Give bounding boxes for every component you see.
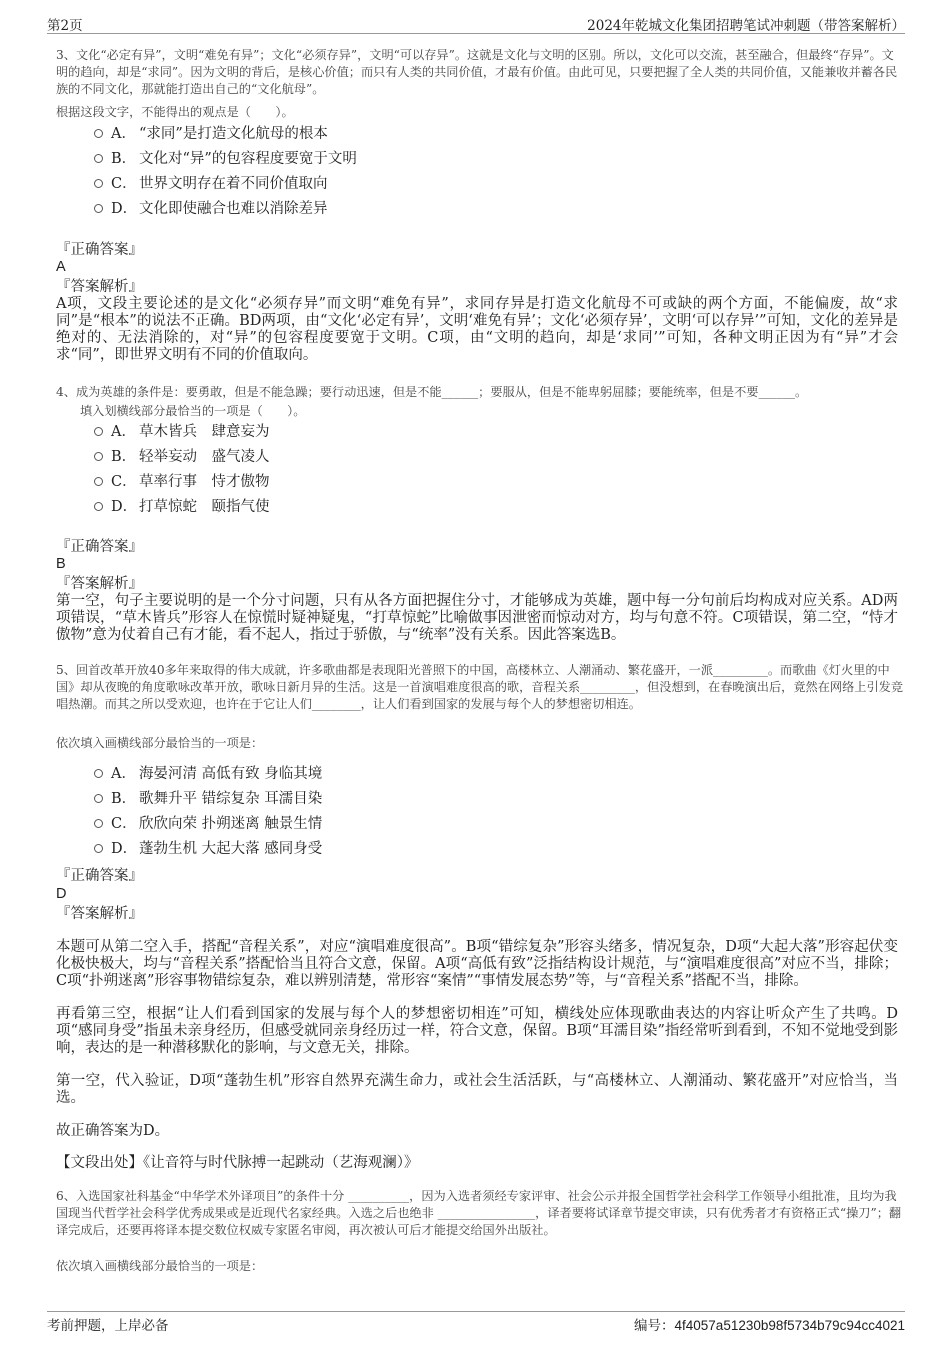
q5-option-d[interactable]: D． 蓬勃生机 大起大落 感同身受 (94, 837, 794, 862)
q5-analysis-paragraph-1: 本题可从第二空入手，搭配“音程关系”，对应“演唱难度很高”。B项“错综复杂”形容头绪多，情况复杂，D项“大起大落”形容起伏变化极快极大，均与“音程关系”搭配恰当且符合文意，保留。A项“高低有致”泛指结构设计规范，与“演唱难度很高”对应不当，排除；C项“扑朔迷离”形容事物错综复杂，难以辨别清楚，常形容“案情”“事情发展态势”等，与“音程关系”搭配不当，排除。 (56, 939, 898, 989)
q4-option-b[interactable]: B． 轻举妄动 盛气凌人 (94, 445, 794, 470)
radio-icon[interactable] (94, 477, 103, 486)
radio-icon[interactable] (94, 452, 103, 461)
radio-icon[interactable] (94, 844, 103, 853)
q3-option-b[interactable]: B． 文化对“异”的包容程度要宽于文明 (94, 147, 794, 172)
radio-icon[interactable] (94, 794, 103, 803)
q5-prompt: 依次填入画横线部分最恰当的一项是： (56, 736, 264, 750)
q4-options (94, 420, 794, 520)
q3-answer: A (56, 259, 66, 275)
radio-icon[interactable] (94, 769, 103, 778)
q6-prompt: 依次填入画横线部分最恰当的一项是： (56, 1259, 264, 1273)
q6-stem: 6、入选国家社科基金“中华学术外译项目”的条件十分 __________，因为入选者须经专家评审、社会公示并报全国哲学社会科学工作领导小组批准，且均为我国现当代哲学社会科学优秀成果或是近现代名家经典。入选之后也绝非 ________________，译者要将试译章节提交审读，只有优秀者才有资格正式“操刀”；翻译完成后，还要再将译本提交数位权威专家匿名审阅，再次被认可后才能提交给国外出版社。 (56, 1189, 902, 1237)
q5-analysis-paragraph-4: 故正确答案为D。 (56, 1123, 170, 1139)
q3-option-d[interactable]: D． 文化即使融合也难以消除差异 (94, 197, 794, 222)
q4-analysis-label: 『答案解析』 (56, 576, 143, 592)
header-divider (47, 33, 905, 34)
q3-option-c[interactable]: C． 世界文明存在着不同价值取向 (94, 172, 794, 197)
q4-analysis: 第一空，句子主要说明的是一个分寸问题，只有从各方面把握住分寸，才能够成为英雄，题中每一分句前后均构成对应关系。AD两项错误，“草木皆兵”形容人在惊慌时疑神疑鬼，“打草惊蛇”比喻做事因泄密而惊动对方，均与句意不符。C项错误，第二空，“恃才傲物”意为仗着自己有才能，看不起人，指过于骄傲，与“统率”没有关系。因此答案选B。 (56, 593, 898, 643)
q4-stem: 4、成为英雄的条件是：要勇敢，但是不能急躁；要行动迅速，但是不能______；要服从，但是不能卑躬屈膝；要能统率，但是不要______。 (56, 385, 808, 399)
radio-icon[interactable] (94, 179, 103, 188)
q4-option-d[interactable]: D． 打草惊蛇 颐指气使 (94, 495, 794, 520)
q4-option-c[interactable]: C． 草率行事 恃才傲物 (94, 470, 794, 495)
q5-analysis-paragraph-3: 第一空，代入验证，D项“蓬勃生机”形容自然界充满生命力，或社会生活活跃，与“高楼林立、人潮涌动、繁花盛开”对应恰当，当选。 (56, 1073, 898, 1106)
q5-analysis-label: 『答案解析』 (56, 906, 143, 922)
q5-source: 【文段出处】《让音符与时代脉搏一起跳动（艺海观澜）》 (56, 1155, 419, 1171)
q5-option-b[interactable]: B． 歌舞升平 错综复杂 耳濡目染 (94, 787, 794, 812)
q3-options (94, 122, 794, 222)
radio-icon[interactable] (94, 819, 103, 828)
q4-correct-label: 『正确答案』 (56, 539, 143, 555)
q3-analysis-label: 『答案解析』 (56, 279, 143, 295)
q4-option-a[interactable]: A． 草木皆兵 肆意妄为 (94, 420, 794, 445)
radio-icon[interactable] (94, 129, 103, 138)
q3-analysis: A项，文段主要论述的是文化“必须存异”而文明“难免有异”，求同存异是打造文化航母不可或缺的两个方面，不能偏废，故“求同”是“根本”的说法不正确。BD两项，由“文化‘必定有异’，文明‘难免有异’；文化‘必须存异’，文明‘可以存异’”可知，文化的差异是绝对的、无法消除的，对“异”的包容程度要宽于文明。C项，由“文明的趋向，却是‘求同’”可知，各种文明正因为有“异”才会求“同”，即世界文明有不同的价值取向。 (56, 296, 898, 363)
radio-icon[interactable] (94, 154, 103, 163)
q5-option-c[interactable]: C． 欣欣向荣 扑朔迷离 触景生情 (94, 812, 794, 837)
q5-answer: D (56, 886, 67, 902)
q3-correct-label: 『正确答案』 (56, 242, 143, 258)
footer-slogan: 考前押题，上岸必备 (47, 1318, 169, 1334)
q3-prompt: 根据这段文字，不能得出的观点是（ ）。 (56, 105, 294, 119)
radio-icon[interactable] (94, 502, 103, 511)
q3-stem: 3、文化“必定有异”，文明“难免有异”；文化“必须存异”，文明“可以存异”。这就是文化与文明的区别。所以，文化可以交流，甚至融合，但最终“存异”。文明的趋向，却是“求同”。因为文明的背后，是核心价值；而只有人类的共同价值，才最有价值。由此可见，只要把握了全人类的共同价值，又能兼收并蓄各民族的不同文化，那就能打造出自己的“文化航母”。 (56, 48, 898, 96)
q5-option-a[interactable]: A． 海晏河清 高低有致 身临其境 (94, 762, 794, 787)
q5-correct-label: 『正确答案』 (56, 868, 143, 884)
page-number: 第2页 (47, 18, 83, 34)
q5-options (94, 762, 794, 862)
q4-prompt: 填入划横线部分最恰当的一项是（ ）。 (80, 404, 306, 418)
radio-icon[interactable] (94, 204, 103, 213)
q5-analysis-paragraph-2: 再看第三空，根据“让人们看到国家的发展与每个人的梦想密切相连”可知，横线处应体现歌曲表达的内容让听众产生了共鸣。D项“感同身受”指虽未亲身经历，但感受就同亲身经历过一样，符合文意，保留。B项“耳濡目染”指经常听到看到，不知不觉地受到影响，表达的是一种潜移默化的影响，与文意无关，排除。 (56, 1006, 898, 1056)
document-title: 2024年乾城文化集团招聘笔试冲刺题（带答案解析） (587, 18, 905, 34)
q5-stem: 5、回首改革开放40多年来取得的伟大成就，许多歌曲都是表现阳光普照下的中国，高楼林立、人潮涌动、繁花盛开，一派_________。而歌曲《灯火里的中国》却从夜晚的角度歌咏改革开放，歌咏日新月异的生活。这是一首演唱难度很高的歌，音程关系_________，但没想到，在春晚演出后，竟然在网络上引发竞唱热潮。而其之所以受欢迎，也许在于它让人们________，让人们看到国家的发展与每个人的梦想密切相连。 (56, 663, 904, 711)
q4-answer: B (56, 556, 66, 572)
radio-icon[interactable] (94, 427, 103, 436)
q3-option-a[interactable]: A． “求同”是打造文化航母的根本 (94, 122, 794, 147)
footer-divider (47, 1311, 905, 1312)
document-code: 编号：4f4057a51230b98f5734b79c94cc4021 (634, 1318, 905, 1334)
